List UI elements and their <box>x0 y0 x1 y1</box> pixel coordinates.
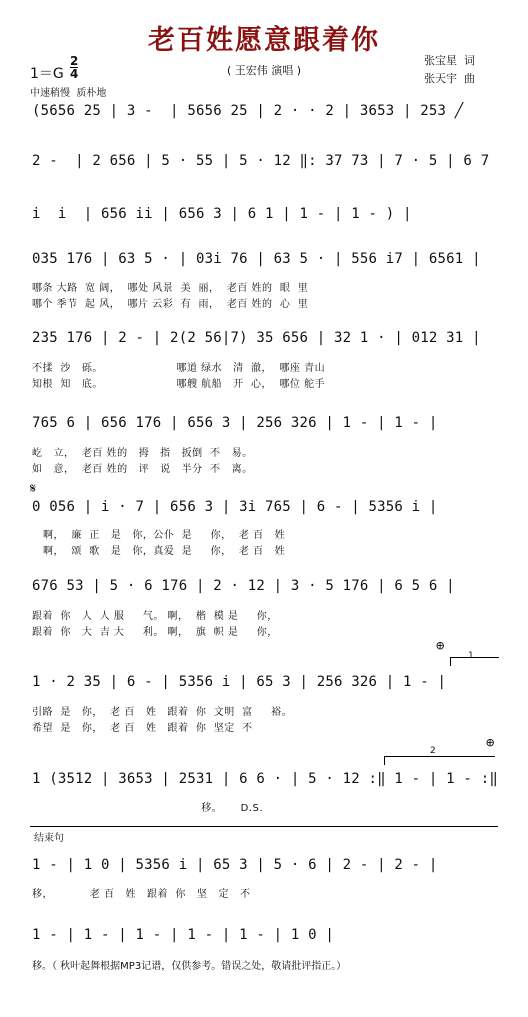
score-line-4: 035 176 | 63 5 · | 03i 76 | 63 5 · | 556 i7 | 6561 | <box>32 251 481 267</box>
score-line-2: 2 - | 2 656 | 5 · 55 | 5 · 12 ‖: 37 73 | 7 · 5 | 6 7 <box>32 153 490 169</box>
lyric-line-9-verse2: 希望 是 你， 老 百 姓 跟着 你 坚定 不 <box>32 723 253 734</box>
score-line-5: 235 176 | 2 - | 2(2 56|7) 35 656 | 32 1 · | 012 31 | <box>32 330 481 346</box>
score-line-3: i i | 656 ii | 656 3 | 6 1 | 1 - | 1 - ) | <box>32 206 412 222</box>
lyricist-credit: 张宝星 词 <box>424 54 475 67</box>
lyric-line-7-verse2: 啊， 颂 歌 是 你，真爱 是 你， 老 百 姓 <box>32 546 286 557</box>
coda-sign-1: ⊕ <box>436 638 445 654</box>
time-top: 2 <box>70 54 79 68</box>
volta-number-2: 2 <box>430 746 436 756</box>
transcriber-note: 移。（ 秋叶起舞根据MP3记谱，仅供参考。错误之处，敬请批评指正。） <box>32 961 347 972</box>
volta-number-1: 1 <box>468 651 474 661</box>
tempo-marking: 中速稍慢 质朴地 <box>30 88 107 99</box>
song-title: 老百姓愿意跟着你 <box>148 25 380 56</box>
score-line-9: 1 · 2 35 | 6 - | 5356 i | 65 3 | 256 326 | 1 - | <box>32 674 447 690</box>
ending-label: 结束句 <box>34 833 64 844</box>
ending-divider <box>30 826 498 827</box>
lyric-line-7-verse1: 啊， 廉 正 是 你，公仆 是 你， 老 百 姓 <box>32 530 286 541</box>
volta-bracket-2 <box>384 756 495 765</box>
lyric-line-8-verse1: 跟着 你 人 人 服 气。 啊， 楷 模 是 你， <box>32 611 278 622</box>
lyric-line-4-verse1: 哪条 大路 宽 阔， 哪处 风景 美 丽， 老百 姓的 眼 里 <box>32 283 309 294</box>
score-line-1: (5656 25 | 3 - | 5656 25 | 2 · · 2 | 3653 | 253 ╱ <box>32 103 464 119</box>
score-line-11: 1 - | 1 0 | 5356 i | 65 3 | 5 · 6 | 2 - | 2 - | <box>32 857 438 873</box>
score-line-7: 0 056 | i · 7 | 656 3 | 3i 765 | 6 - | 5356 i | <box>32 499 438 515</box>
key-signature: 1＝G <box>30 66 64 82</box>
lyric-line-11-verse1: 移， 老 百 姓 跟着 你 坚 定 不 <box>32 889 251 900</box>
lyric-line-8-verse2: 跟着 你 大 吉 大 利。 啊， 旗 帜 是 你， <box>32 627 278 638</box>
lyric-line-5-verse2: 知根 知 底。 哪艘 航船 开 心， 哪位 舵手 <box>32 379 326 390</box>
volta-bracket-1 <box>450 657 499 666</box>
score-line-8: 676 53 | 5 · 6 176 | 2 · 12 | 3 · 5 176 | 6 5 6 | <box>32 578 455 594</box>
composer-credit: 张天宇 曲 <box>424 72 475 85</box>
lyric-line-4-verse2: 哪个 季节 起 风， 哪片 云彩 有 雨， 老百 姓的 心 里 <box>32 299 309 310</box>
time-bottom: 4 <box>70 67 79 81</box>
lyric-line-10-verse1: 移。 D.S. <box>32 803 264 814</box>
coda-sign-2: ⊕ <box>486 735 495 751</box>
lyric-line-5-verse1: 不揉 沙 砾。 哪道 绿水 清 澈， 哪座 青山 <box>32 363 326 374</box>
segno-sign: 𝄋 <box>30 481 37 497</box>
lyric-line-6-verse1: 屹 立， 老百 姓的 拇 指 扳倒 不 易。 <box>32 448 253 459</box>
lyric-line-9-verse1: 引路 是 你， 老 百 姓 跟着 你 文明 富 裕。 <box>32 707 292 718</box>
time-signature <box>70 55 78 80</box>
score-line-6: 765 6 | 656 176 | 656 3 | 256 326 | 1 - | 1 - | <box>32 415 438 431</box>
score-line-10: 1 (3512 | 3653 | 2531 | 6 6 · | 5 · 12 :‖ 1 - | 1 - :‖ <box>32 771 498 787</box>
lyric-line-6-verse2: 如 意， 老百 姓的 评 说 半分 不 离。 <box>32 464 253 475</box>
performer-credit: ( 王宏伟 演唱 ) <box>226 64 302 77</box>
score-line-12: 1 - | 1 - | 1 - | 1 - | 1 - | 1 0 | <box>32 927 335 943</box>
